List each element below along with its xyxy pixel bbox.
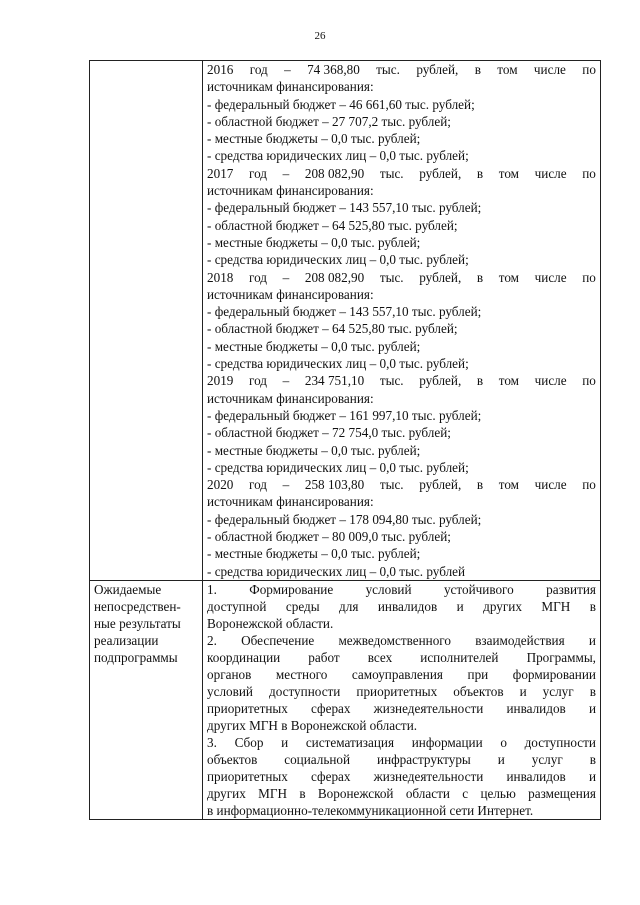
results-text-line [203, 785, 600, 802]
financing-item: - местные бюджеты – 0,0 тыс. рублей; [207, 131, 421, 147]
results-word: среды [285, 598, 320, 614]
header-word: том [497, 62, 518, 77]
results-label-line: непосредствен- [94, 598, 181, 614]
results-text-line [203, 700, 600, 717]
results-word: и [456, 598, 464, 614]
results-word: объектов [207, 751, 258, 767]
page-number: 26 [314, 30, 326, 42]
results-word: приоритетных [207, 700, 288, 716]
results-word: Обеспечение [241, 632, 315, 648]
results-word: условий [365, 581, 412, 597]
header-word: год [249, 165, 268, 181]
results-word: других [483, 598, 522, 614]
results-label-line: реализации [94, 632, 159, 648]
results-word: Формирование [249, 581, 334, 597]
financing-row [90, 61, 601, 581]
header-word: рублей, [416, 62, 459, 77]
header-word: 2017 [207, 165, 234, 181]
header-word: год [249, 373, 268, 389]
results-word: местного [275, 666, 328, 682]
financing-item: - областной бюджет – 72 754,0 тыс. рублей; [207, 425, 451, 441]
header-word: том [498, 477, 520, 493]
results-word: социальной [284, 751, 351, 767]
header-word: тыс. [379, 477, 404, 493]
financing-item: - областной бюджет – 27 707,2 тыс. рублей; [207, 113, 451, 129]
results-word: и [588, 632, 596, 648]
results-word: работ [308, 649, 340, 665]
header-word: – [282, 373, 290, 389]
header-word: 2016 [207, 62, 234, 77]
header-word: по [582, 269, 596, 285]
header-word: 2020 [207, 477, 234, 493]
header-word: 2019 [207, 373, 234, 389]
financing-item: - средства юридических лиц – 0,0 тыс. рублей; [207, 148, 469, 164]
financing-item: - местные бюджеты – 0,0 тыс. рублей; [207, 546, 421, 562]
results-word: МГН [541, 598, 571, 614]
results-text-line [203, 649, 600, 666]
results-text-line [203, 683, 600, 700]
results-word: и [497, 751, 505, 767]
results-word: жизнедеятельности [373, 700, 484, 716]
financing-header-continuation: источникам финансирования: [207, 183, 374, 199]
results-word: инвалидов [377, 598, 438, 614]
results-word: условий [207, 683, 253, 699]
program-passport-table [89, 60, 601, 820]
results-word: и [519, 683, 527, 699]
header-word: тыс. [379, 165, 404, 181]
header-word: рублей, [419, 477, 462, 493]
results-word: других [207, 785, 246, 801]
results-text-line [203, 598, 600, 615]
results-word: систематизация [305, 734, 395, 750]
results-word: о [500, 734, 507, 750]
financing-item: - федеральный бюджет – 178 094,80 тыс. рублей; [207, 511, 482, 527]
results-word: в [589, 751, 596, 767]
results-content-cell [203, 580, 601, 819]
financing-item: - средства юридических лиц – 0,0 тыс. рублей; [207, 356, 469, 372]
header-word: – [282, 165, 290, 181]
results-word: доступности [268, 683, 341, 699]
financing-year-header [203, 269, 600, 286]
financing-year-header [203, 372, 600, 389]
financing-item: - средства юридических лиц – 0,0 тыс. рублей [207, 563, 466, 579]
results-text-line: в информационно-телекоммуникационной сети Интернет. [207, 802, 534, 818]
financing-item: - местные бюджеты – 0,0 тыс. рублей; [207, 442, 421, 458]
results-word: исполнителей [420, 649, 499, 665]
header-word: рублей, [419, 165, 462, 181]
header-word: год [249, 477, 268, 493]
results-word: взаимодействия [475, 632, 565, 648]
results-word: сферах [311, 768, 351, 784]
results-word: в [299, 785, 306, 801]
header-word: рублей, [419, 269, 462, 285]
header-word: том [498, 165, 520, 181]
results-word: и [281, 734, 289, 750]
financing-item: - областной бюджет – 64 525,80 тыс. рублей; [207, 321, 458, 337]
financing-item: - средства юридических лиц – 0,0 тыс. рублей; [207, 459, 469, 475]
header-word: числе [534, 165, 567, 181]
header-word: 2018 [207, 269, 234, 285]
results-word: Воронежской [317, 785, 394, 801]
header-word: по [582, 165, 596, 181]
financing-header-continuation: источникам финансирования: [207, 494, 374, 510]
results-word: сферах [311, 700, 351, 716]
results-text-line [203, 632, 600, 649]
header-word: 208 082,90 [304, 269, 365, 285]
financing-year-header [203, 165, 600, 182]
results-word: 3. [207, 734, 217, 750]
results-text-line [203, 768, 600, 785]
results-word: и [588, 700, 596, 716]
header-word: по [582, 373, 596, 389]
financing-item: - областной бюджет – 64 525,80 тыс. рублей; [207, 217, 458, 233]
results-word: самоуправления [351, 666, 443, 682]
financing-item: - местные бюджеты – 0,0 тыс. рублей; [207, 234, 421, 250]
header-word: числе [534, 269, 567, 285]
results-word: Программы, [526, 649, 596, 665]
header-word: – [284, 62, 291, 77]
financing-label-cell [90, 61, 203, 581]
results-text-line [203, 581, 600, 598]
financing-item: - федеральный бюджет – 143 557,10 тыс. рублей; [207, 200, 482, 216]
results-word: целью [480, 785, 516, 801]
financing-year-header [203, 61, 600, 78]
header-word: по [582, 62, 596, 77]
financing-header-continuation: источникам финансирования: [207, 79, 374, 95]
results-word: для [339, 598, 359, 614]
results-word: развития [546, 581, 596, 597]
results-word: при [467, 666, 489, 682]
results-word: Сбор [234, 734, 264, 750]
results-word: в [589, 598, 596, 614]
header-word: год [249, 62, 268, 77]
results-word: 2. [207, 632, 217, 648]
header-word: том [498, 373, 520, 389]
header-word: – [282, 269, 290, 285]
results-text-line [203, 734, 600, 751]
header-word: по [582, 477, 596, 493]
results-word: с [462, 785, 469, 801]
financing-item: - местные бюджеты – 0,0 тыс. рублей; [207, 338, 421, 354]
results-word: МГН [258, 785, 287, 801]
header-word: в [474, 62, 481, 77]
results-word: размещения [528, 785, 596, 801]
results-label-line: подпрограммы [94, 649, 178, 665]
financing-content-cell [203, 61, 601, 581]
financing-year-header [203, 476, 600, 493]
results-word: и [588, 768, 596, 784]
results-word: межведомственного [338, 632, 451, 648]
header-word: – [282, 477, 290, 493]
header-word: рублей, [419, 373, 462, 389]
results-label-cell [90, 580, 203, 819]
header-word: числе [533, 62, 566, 77]
financing-item: - средства юридических лиц – 0,0 тыс. рублей; [207, 252, 469, 268]
header-word: том [498, 269, 520, 285]
header-word: тыс. [379, 269, 404, 285]
header-word: числе [534, 373, 567, 389]
header-word: в [476, 165, 484, 181]
results-text-line: других МГН в Воронежской области. [207, 717, 418, 733]
results-word: доступности [524, 734, 596, 750]
header-word: 258 103,80 [304, 477, 365, 493]
financing-header-continuation: источникам финансирования: [207, 390, 374, 406]
results-word: области [405, 785, 450, 801]
results-row [90, 580, 601, 819]
results-word: в [589, 683, 596, 699]
header-word: в [476, 269, 484, 285]
header-word: год [249, 269, 268, 285]
header-word: тыс. [376, 62, 400, 77]
results-word: инвалидов [506, 768, 566, 784]
results-word: устойчивого [443, 581, 514, 597]
results-label-line: Ожидаемые [94, 581, 162, 597]
header-word: тыс. [379, 373, 404, 389]
results-word: приоритетных [207, 768, 288, 784]
results-word: услуг [531, 751, 563, 767]
results-word: органов [207, 666, 252, 682]
results-word: 1. [207, 581, 217, 597]
results-word: информации [411, 734, 483, 750]
results-text-line [203, 751, 600, 768]
financing-item: - федеральный бюджет – 143 557,10 тыс. рублей; [207, 304, 482, 320]
financing-item: - федеральный бюджет – 46 661,60 тыс. рублей; [207, 96, 475, 112]
results-word: услуг [542, 683, 574, 699]
results-label-line: ные результаты [94, 615, 181, 631]
results-word: доступной [207, 598, 267, 614]
results-word: приоритетных [356, 683, 438, 699]
results-text-line [203, 666, 600, 683]
results-word: инвалидов [506, 700, 566, 716]
financing-item: - областной бюджет – 80 009,0 тыс. рублей; [207, 529, 451, 545]
header-word: в [476, 373, 484, 389]
header-word: в [476, 477, 484, 493]
results-word: координации [207, 649, 281, 665]
header-word: 234 751,10 [304, 373, 365, 389]
results-word: формировании [512, 666, 596, 682]
results-word: всех [367, 649, 393, 665]
results-word: жизнедеятельности [373, 768, 484, 784]
financing-item: - федеральный бюджет – 161 997,10 тыс. рублей; [207, 407, 482, 423]
results-word: объектов [453, 683, 504, 699]
header-word: 74 368,80 [307, 62, 360, 77]
header-word: 208 082,90 [304, 165, 365, 181]
financing-header-continuation: источникам финансирования: [207, 286, 374, 302]
results-word: инфраструктуры [377, 751, 471, 767]
header-word: числе [534, 477, 567, 493]
results-text-line: Воронежской области. [207, 615, 334, 631]
